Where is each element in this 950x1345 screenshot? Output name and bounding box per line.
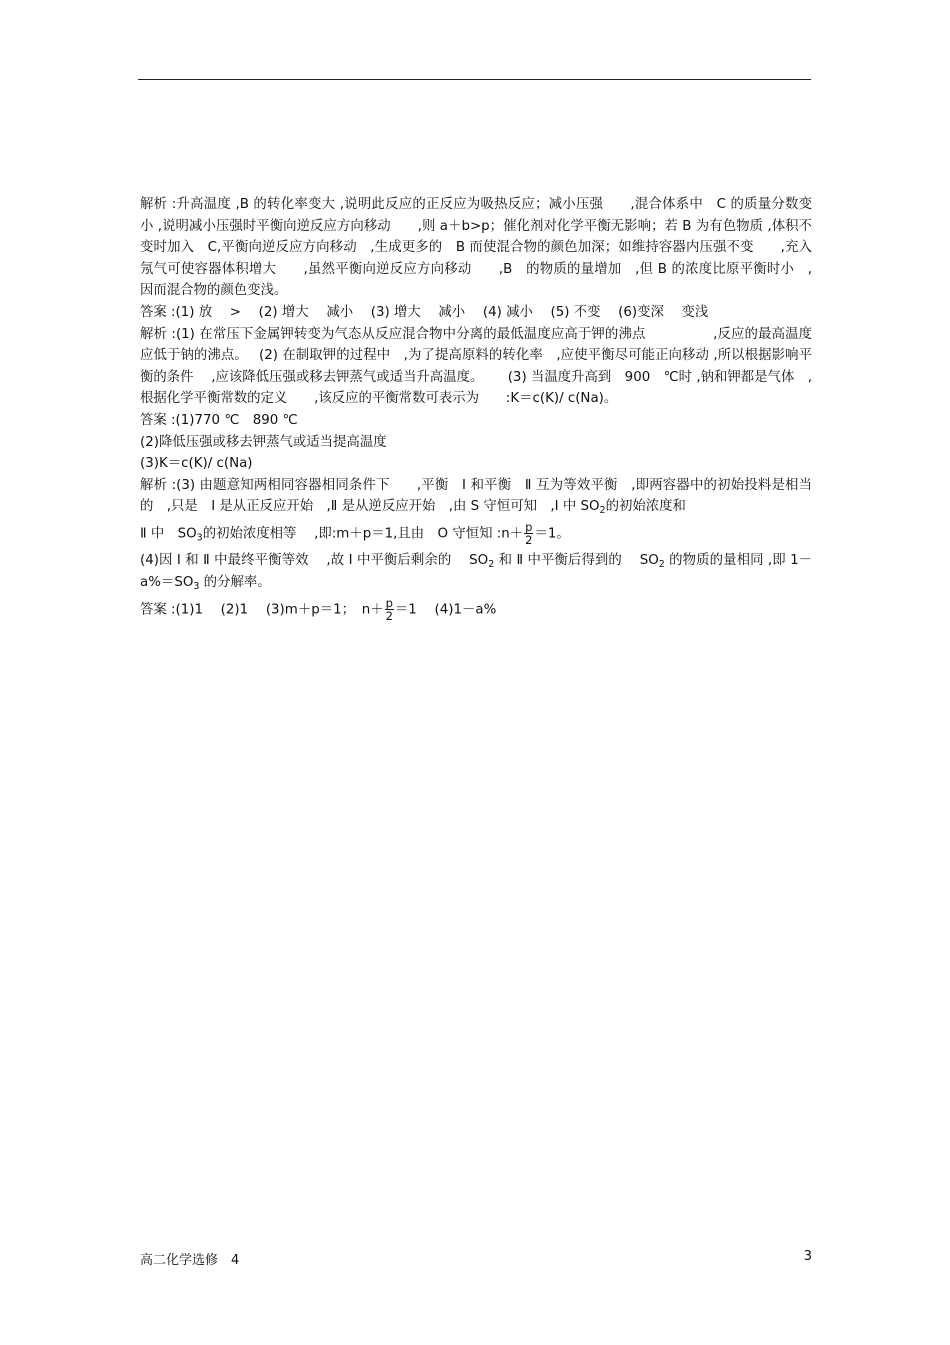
footer-page-number: 3 [803, 1249, 812, 1264]
analysis-paragraph-4: (4)因 Ⅰ 和 Ⅱ 中最终平衡等效 ,故 Ⅰ 中平衡后剩余的 $SO_2$ 和 Ⅱ 中平衡后得到的 $SO_2$ 的物质的量相同 ,即 $1-a\%=SO_3$ 的分解率。 [140, 552, 812, 592]
fraction-p-over-2-answer: $\frac{p}{2}$ [385, 596, 393, 624]
analysis-paragraph-3: 解析 :(3) 由题意知两相同容器相同条件下 ,平衡 Ⅰ 和平衡 Ⅱ 互为等效平衡 ,即两容器中的初始投料是相当的 ,只是 Ⅰ 是从正反应开始 ,Ⅱ 是从逆反应开始 ,由 S 守恒可知 ,Ⅰ 中 $SO_2$的初始浓度和 [140, 477, 812, 517]
answer-paragraph-2: 答案 :(1)770 ℃ 890 ℃ [140, 412, 298, 428]
analysis-paragraph-1: 解析 :升高温度 ,B 的转化率变大 ,说明此反应的正反应为吸热反应；减小压强 ,混合体系中 C 的质量分数变小 ,说明减小压强时平衡向逆反应方向移动 ,则 a＋b>p；催化剂对化学平衡无影响；若 B 为有色物质 ,体积不变时加入 C,平衡向逆反应方向移动 ,生成更多的 B 而使混合物的颜色加深；如维持容器内压强不变 ,充入氖气可使容器体积增大 ,虽然平衡向逆反应方向移动 ,B 的物质的量增加 ,但 B 的浓度比原平衡时小 ,因而混合物的颜色变浅。 [140, 197, 812, 299]
header-rule [138, 79, 811, 80]
answer-line-3: (3)K＝c(K)/ c(Na) [140, 456, 253, 472]
answer-line-2: (2)降低压强或移去钾蒸气或适当提高温度 [140, 434, 387, 450]
analysis-formula-line: Ⅱ 中 $SO_3$的初始浓度相等 ,即:m＋p＝1,且由 O 守恒知 :n＋ $\frac{p}{2}$ ＝1。 [140, 519, 570, 547]
document-body [140, 194, 812, 622]
answer-paragraph-3: 答案 :(1)1 (2)1 (3)m＋p＝1； n＋ $\frac{p}{2}$ ＝1 (4)1－a% [140, 596, 497, 624]
footer-course-title: 高二化学选修 4 [140, 1253, 240, 1268]
fraction-p-over-2: $\frac{p}{2}$ [525, 519, 533, 547]
answer-paragraph-1: 答案 :(1) 放 > (2) 增大 减小 (3) 增大 减小 (4) 减小 (5) 不变 (6)变深 变浅 [140, 304, 709, 320]
analysis-paragraph-2: 解析 :(1) 在常压下金属钾转变为气态从反应混合物中分离的最低温度应高于钾的沸点 ,反应的最高温度应低于钠的沸点。 (2) 在制取钾的过程中 ,为了提高原料的转化率 ,应使平衡尽可能正向移动 ,所以根据影响平衡的条件 ,应该降低压强或移去钾蒸气或适当升高温度。 (3) 当温度升高到 900 ℃时 ,钠和钾都是气体 ,根据化学平衡常数的定义 ,该反应的平衡常数可表示为 :K＝c(K)/ c(Na)。 [140, 326, 812, 407]
